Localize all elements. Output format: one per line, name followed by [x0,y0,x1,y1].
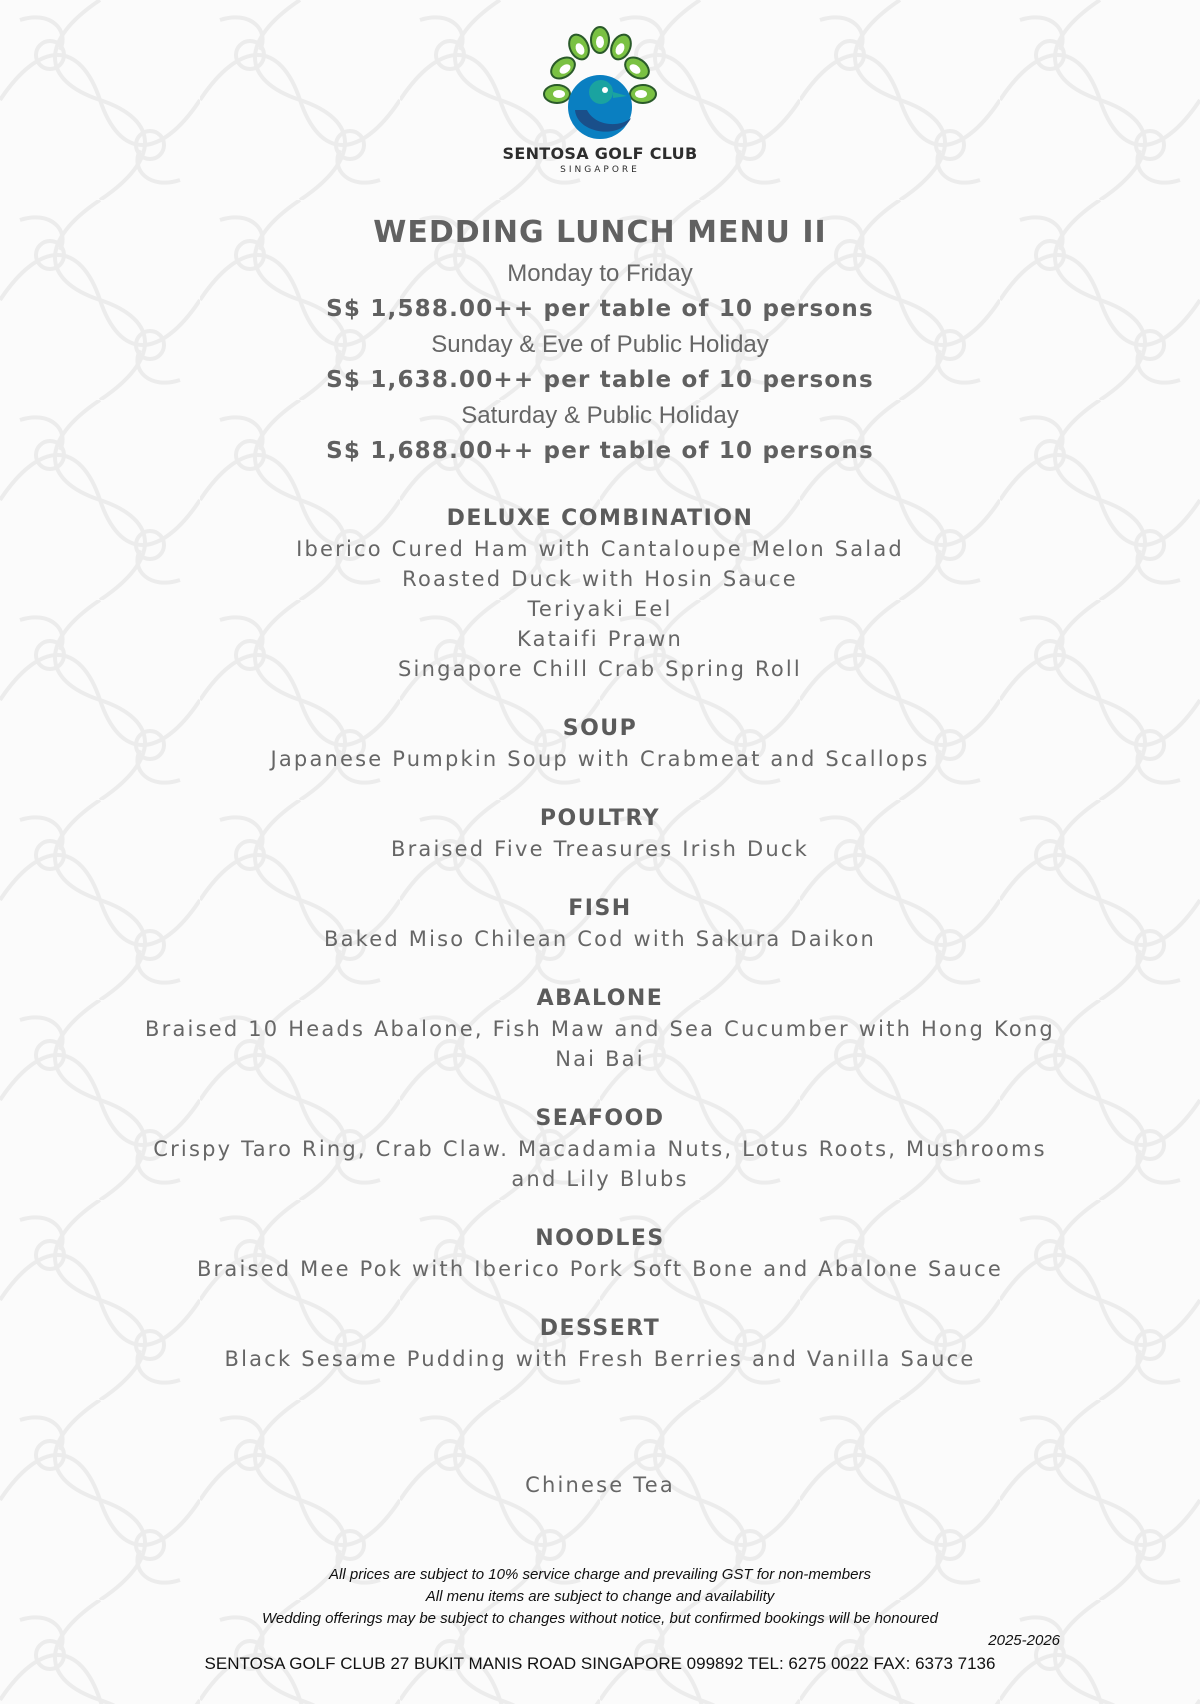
pricing-day: Saturday & Public Holiday [461,402,739,429]
menu-item: Japanese Pumpkin Soup with Crabmeat and Scallops [270,747,930,771]
footer-notes [0,1564,1200,1630]
beverage: Chinese Tea [525,1473,675,1497]
menu-item: Crispy Taro Ring, Crab Claw. Macadamia Nuts, Lotus Roots, Mushrooms [153,1137,1047,1161]
pricing-amount: S$ 1,688.00++ per table of 10 persons [326,438,874,464]
club-address: SENTOSA GOLF CLUB 27 BUKIT MANIS ROAD SINGAPORE 099892 TEL: 6275 0022 FAX: 6373 7136 [204,1654,996,1673]
menu-section-abalone [120,984,1080,1074]
section-title: SEAFOOD [535,1106,665,1131]
menu-item: Nai Bai [555,1047,645,1071]
menu-item: Iberico Cured Ham with Cantaloupe Melon Salad [296,537,904,561]
footer-note: Wedding offerings may be subject to changes without notice, but confirmed bookings will be honoured [262,1610,938,1627]
section-title: DESSERT [539,1316,661,1341]
menu-section-fish [120,894,1080,954]
club-name: SENTOSA GOLF CLUB [502,144,698,163]
menu-item: Singapore Chill Crab Spring Roll [398,657,802,681]
menu-section-deluxe-combination [120,504,1080,684]
section-title: POULTRY [539,806,661,831]
menu-item: and Lily Blubs [511,1167,689,1191]
pricing-amount: S$ 1,638.00++ per table of 10 persons [326,367,874,393]
menu-section-soup [120,714,1080,774]
footer-note: All menu items are subject to change and availability [425,1588,775,1605]
section-title: ABALONE [536,986,664,1011]
menu-item: Baked Miso Chilean Cod with Sakura Daikon [323,927,877,951]
menu-item: Braised Mee Pok with Iberico Pork Soft Bone and Abalone Sauce [196,1257,1004,1281]
section-title: NOODLES [535,1226,665,1251]
menu-title: WEDDING LUNCH MENU II [373,215,827,250]
menu-sections [120,504,1080,1374]
peacock-logo-icon [535,22,665,142]
section-title: FISH [568,896,632,921]
pricing-amount: S$ 1,588.00++ per table of 10 persons [326,296,874,322]
pricing-block [0,256,1200,469]
menu-item: Teriyaki Eel [527,597,673,621]
menu-section-poultry [120,804,1080,864]
menu-item: Braised 10 Heads Abalone, Fish Maw and Sea Cucumber with Hong Kong [145,1017,1055,1041]
menu-item: Kataifi Prawn [517,627,683,651]
club-location: SINGAPORE [560,165,640,175]
menu-section-noodles [120,1224,1080,1284]
menu-item: Black Sesame Pudding with Fresh Berries and Vanilla Sauce [224,1347,976,1371]
menu-item: Braised Five Treasures Irish Duck [390,837,810,861]
pricing-day: Sunday & Eve of Public Holiday [431,331,769,358]
menu-item: Roasted Duck with Hosin Sauce [402,567,798,591]
menu-section-dessert [120,1314,1080,1374]
section-title: SOUP [562,716,638,741]
menu-year: 2025-2026 [988,1632,1060,1649]
menu-section-seafood [120,1104,1080,1194]
club-logo [490,22,710,192]
pricing-day: Monday to Friday [507,260,693,287]
section-title: DELUXE COMBINATION [446,506,754,531]
footer-note: All prices are subject to 10% service charge and prevailing GST for non-members [329,1566,871,1583]
